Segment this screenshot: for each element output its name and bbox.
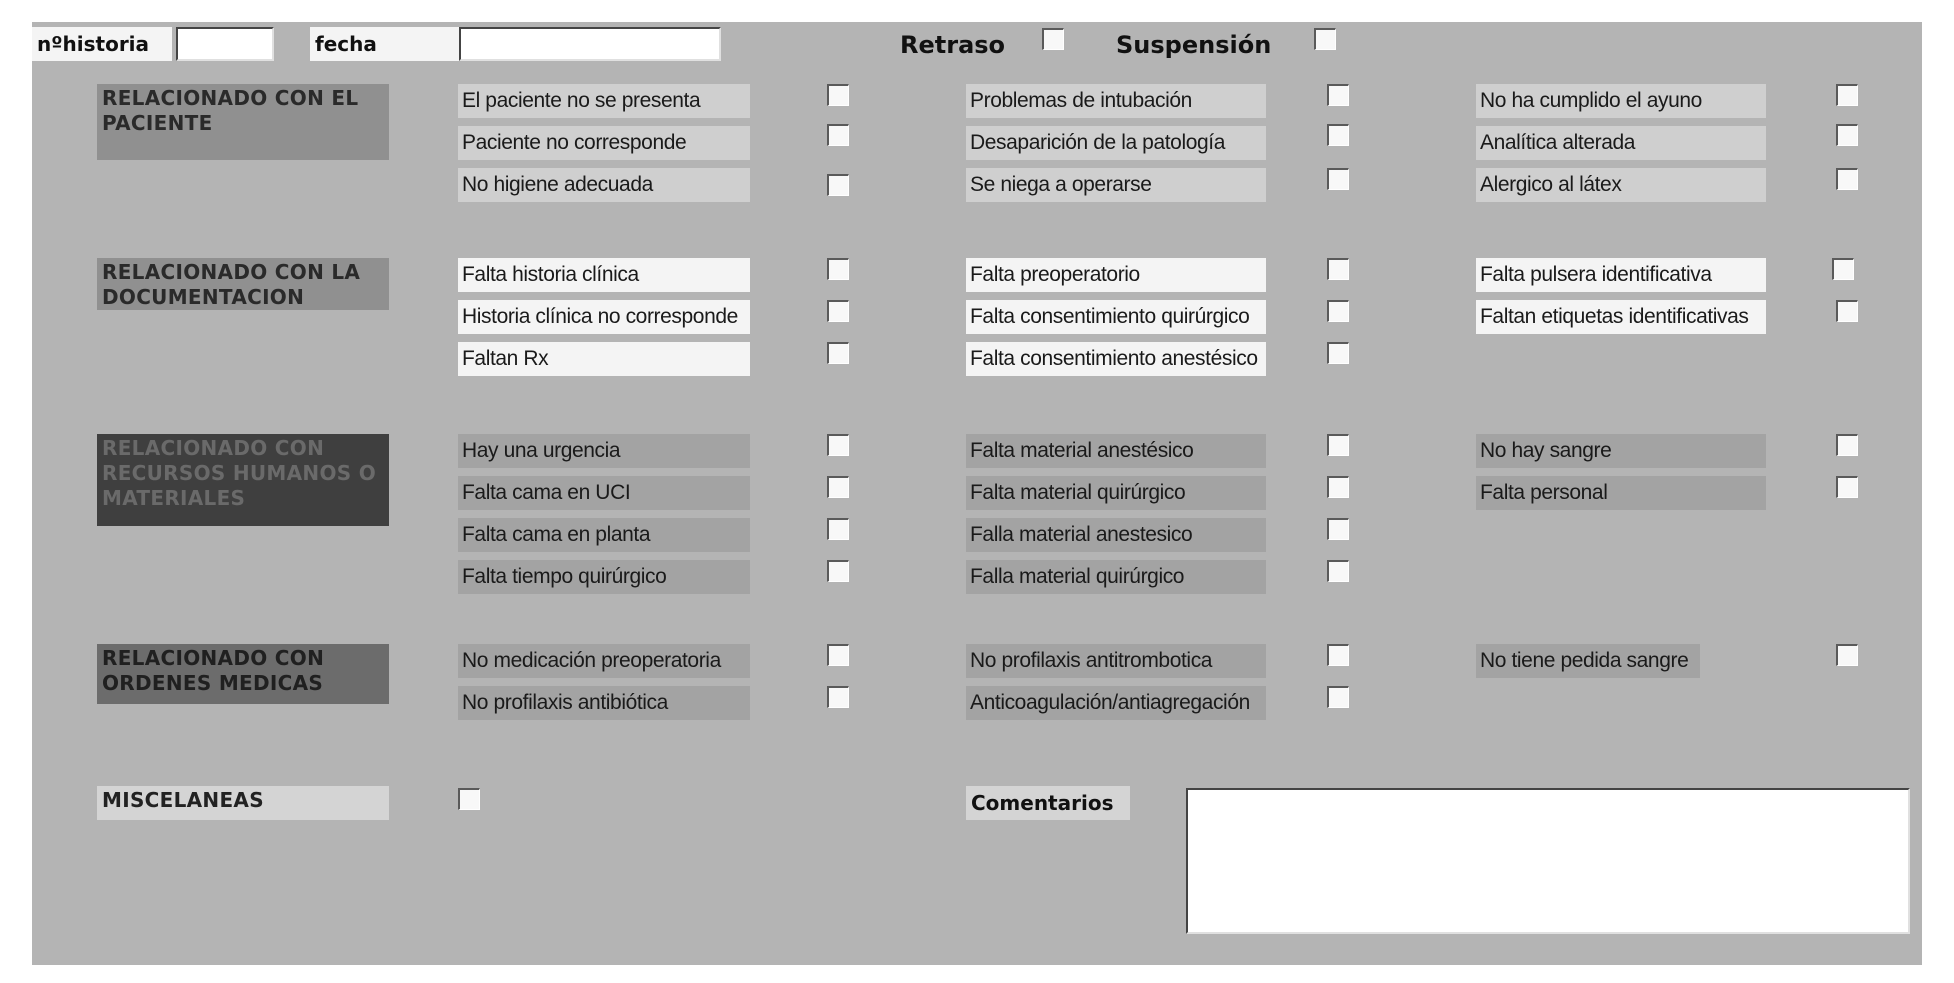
fecha-input[interactable] [459, 27, 721, 61]
option-checkbox[interactable] [1836, 124, 1858, 146]
option-label: Falta cama en UCI [458, 476, 750, 510]
option-label: Faltan etiquetas identificativas [1476, 300, 1766, 334]
category-miscelaneas: MISCELANEAS [97, 786, 389, 820]
option-label: No medicación preoperatoria [458, 644, 750, 678]
option-checkbox[interactable] [1327, 342, 1349, 364]
option-label: Faltan Rx [458, 342, 750, 376]
category-recursos: RELACIONADO CON RECURSOS HUMANOS O MATERIALES [97, 434, 389, 526]
option-label: Problemas de intubación [966, 84, 1266, 118]
option-checkbox[interactable] [827, 300, 849, 322]
option-checkbox[interactable] [1836, 434, 1858, 456]
option-label: Falta pulsera identificativa [1476, 258, 1766, 292]
option-label: Anticoagulación/antiagregación [966, 686, 1266, 720]
option-label: El paciente no se presenta [458, 84, 750, 118]
category-ordenes: RELACIONADO CON ORDENES MEDICAS [97, 644, 389, 704]
category-paciente: RELACIONADO CON EL PACIENTE [97, 84, 389, 160]
retraso-checkbox[interactable] [1042, 28, 1064, 50]
option-label: No higiene adecuada [458, 168, 750, 202]
option-label: Falta material anestésico [966, 434, 1266, 468]
historia-input[interactable] [176, 27, 274, 61]
option-checkbox[interactable] [1327, 434, 1349, 456]
option-checkbox[interactable] [1327, 686, 1349, 708]
historia-label: nºhistoria [32, 27, 172, 61]
option-checkbox[interactable] [1327, 258, 1349, 280]
option-checkbox[interactable] [827, 686, 849, 708]
option-label: Falta material quirúrgico [966, 476, 1266, 510]
option-label: No ha cumplido el ayuno [1476, 84, 1766, 118]
retraso-label: Retraso [900, 31, 1006, 59]
option-label: Falta personal [1476, 476, 1766, 510]
option-checkbox[interactable] [1836, 84, 1858, 106]
option-label: No profilaxis antibiótica [458, 686, 750, 720]
option-label: Falla material quirúrgico [966, 560, 1266, 594]
option-checkbox[interactable] [1327, 644, 1349, 666]
suspension-label: Suspensión [1116, 31, 1272, 59]
option-label: Falta cama en planta [458, 518, 750, 552]
form-panel [32, 22, 1922, 965]
option-checkbox[interactable] [1836, 644, 1858, 666]
option-label: Historia clínica no corresponde [458, 300, 750, 334]
option-label: No profilaxis antitrombotica [966, 644, 1266, 678]
option-checkbox[interactable] [1327, 476, 1349, 498]
comentarios-label: Comentarios [966, 786, 1130, 820]
option-checkbox[interactable] [827, 434, 849, 456]
option-checkbox[interactable] [827, 518, 849, 540]
fecha-label: fecha [310, 27, 486, 61]
option-label: Falla material anestesico [966, 518, 1266, 552]
option-label: Falta preoperatorio [966, 258, 1266, 292]
option-checkbox[interactable] [1327, 560, 1349, 582]
option-label: No hay sangre [1476, 434, 1766, 468]
option-checkbox[interactable] [1327, 300, 1349, 322]
option-checkbox[interactable] [827, 560, 849, 582]
option-checkbox[interactable] [1836, 300, 1858, 322]
option-checkbox[interactable] [827, 476, 849, 498]
option-checkbox[interactable] [1836, 476, 1858, 498]
option-label: Falta consentimiento anestésico [966, 342, 1266, 376]
option-checkbox[interactable] [1327, 84, 1349, 106]
option-label: Se niega a operarse [966, 168, 1266, 202]
option-checkbox[interactable] [827, 84, 849, 106]
option-label: No tiene pedida sangre [1476, 644, 1700, 678]
option-label: Falta consentimiento quirúrgico [966, 300, 1266, 334]
option-label: Falta historia clínica [458, 258, 750, 292]
option-checkbox[interactable] [1327, 168, 1349, 190]
option-checkbox[interactable] [1836, 168, 1858, 190]
option-checkbox[interactable] [827, 124, 849, 146]
option-checkbox[interactable] [1832, 258, 1854, 280]
option-checkbox[interactable] [1327, 124, 1349, 146]
option-checkbox[interactable] [1327, 518, 1349, 540]
category-documentacion: RELACIONADO CON LA DOCUMENTACION [97, 258, 389, 310]
option-checkbox[interactable] [827, 258, 849, 280]
option-label: Alergico al látex [1476, 168, 1766, 202]
option-checkbox[interactable] [827, 174, 849, 196]
option-checkbox[interactable] [827, 342, 849, 364]
option-label: Desaparición de la patología [966, 126, 1266, 160]
option-label: Hay una urgencia [458, 434, 750, 468]
miscelaneas-checkbox[interactable] [458, 788, 480, 810]
suspension-checkbox[interactable] [1314, 28, 1336, 50]
option-checkbox[interactable] [827, 644, 849, 666]
option-label: Paciente no corresponde [458, 126, 750, 160]
option-label: Analítica alterada [1476, 126, 1766, 160]
comentarios-textarea[interactable] [1186, 788, 1910, 934]
option-label: Falta tiempo quirúrgico [458, 560, 750, 594]
